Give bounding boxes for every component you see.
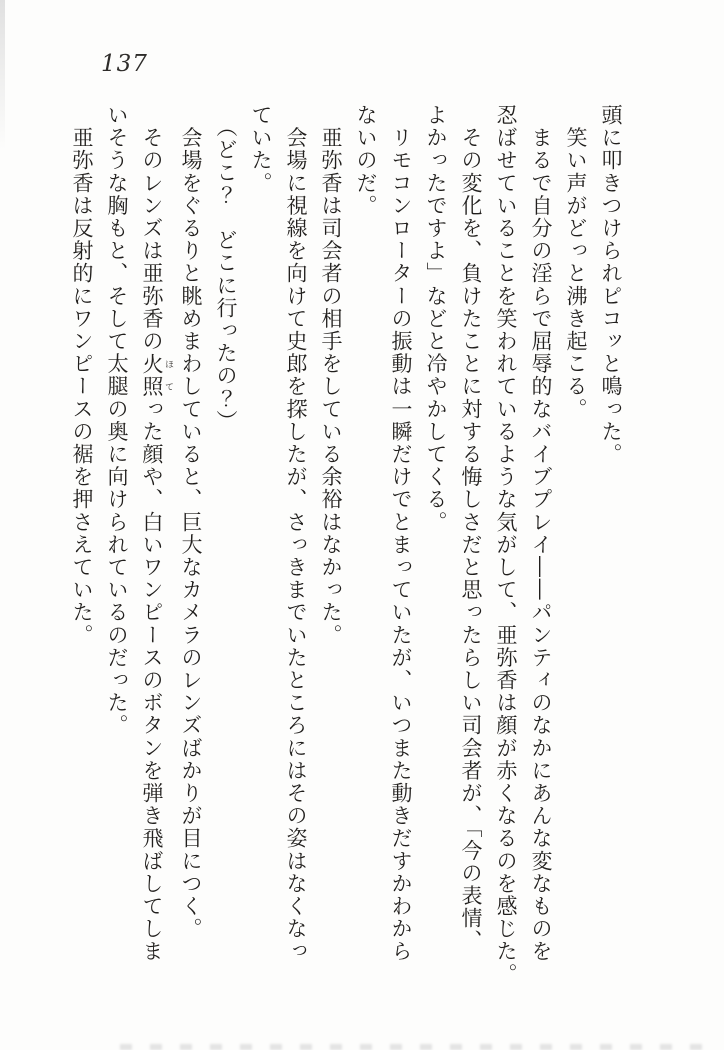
text-line: （どこ？ どこに行ったの？）: [214, 126, 238, 433]
text-line: 忍ばせていることを笑われているような気がして、亜弥香は顔が赤くなるのを感じた。: [494, 104, 518, 986]
text-line: いそうな胸もと、そして太腿の奥に向けられているのだった。: [105, 104, 129, 737]
text-line: ていた。: [249, 104, 273, 195]
text-line: まるで自分の淫らで屈辱的なバイブプレイ――パンティのなかにあんな変なものを: [529, 126, 553, 963]
text-line: リモコンローターの振動は一瞬だけでとまっていたが、いつまた動きだすかわから: [389, 126, 413, 963]
text-line: 亜弥香は司会者の相手をしている余裕はなかった。: [319, 126, 343, 647]
text-line: ないのだ。: [354, 104, 378, 217]
text-line: 会場をぐるりと眺めまわしていると、巨大なカメラのレンズばかりが目につく。: [179, 126, 203, 941]
page-number: 137: [101, 51, 148, 77]
scan-edge-shadow: [0, 0, 5, 150]
text-line: 亜弥香は反射的にワンピースの裾を押さえていた。: [70, 126, 94, 647]
text-line: そのレンズは亜弥香の火照 ほてった顔や、白いワンピースのボタンを弾き飛ばしてしま: [140, 126, 173, 963]
text-line: よかったですよ」などと冷やかしてくる。: [424, 104, 448, 534]
furigana-ruby: 火照 ほて: [140, 352, 173, 398]
text-line: 会場に視線を向けて史郎を探したが、さっきまでいたところにはその姿はなくなっ: [284, 126, 308, 963]
page-bleed-through: [120, 1044, 706, 1050]
text-line: 頭に叩きつけられピコッと鳴った。: [599, 104, 623, 466]
text-block: [66, 104, 628, 989]
text-line: 笑い声がどっと沸き起こる。: [564, 126, 588, 421]
text-line: その変化を、負けたことに対する悔しさだと思ったらしい司会者が、「今の表情、: [459, 126, 483, 953]
furigana-text: ほて: [163, 352, 173, 398]
